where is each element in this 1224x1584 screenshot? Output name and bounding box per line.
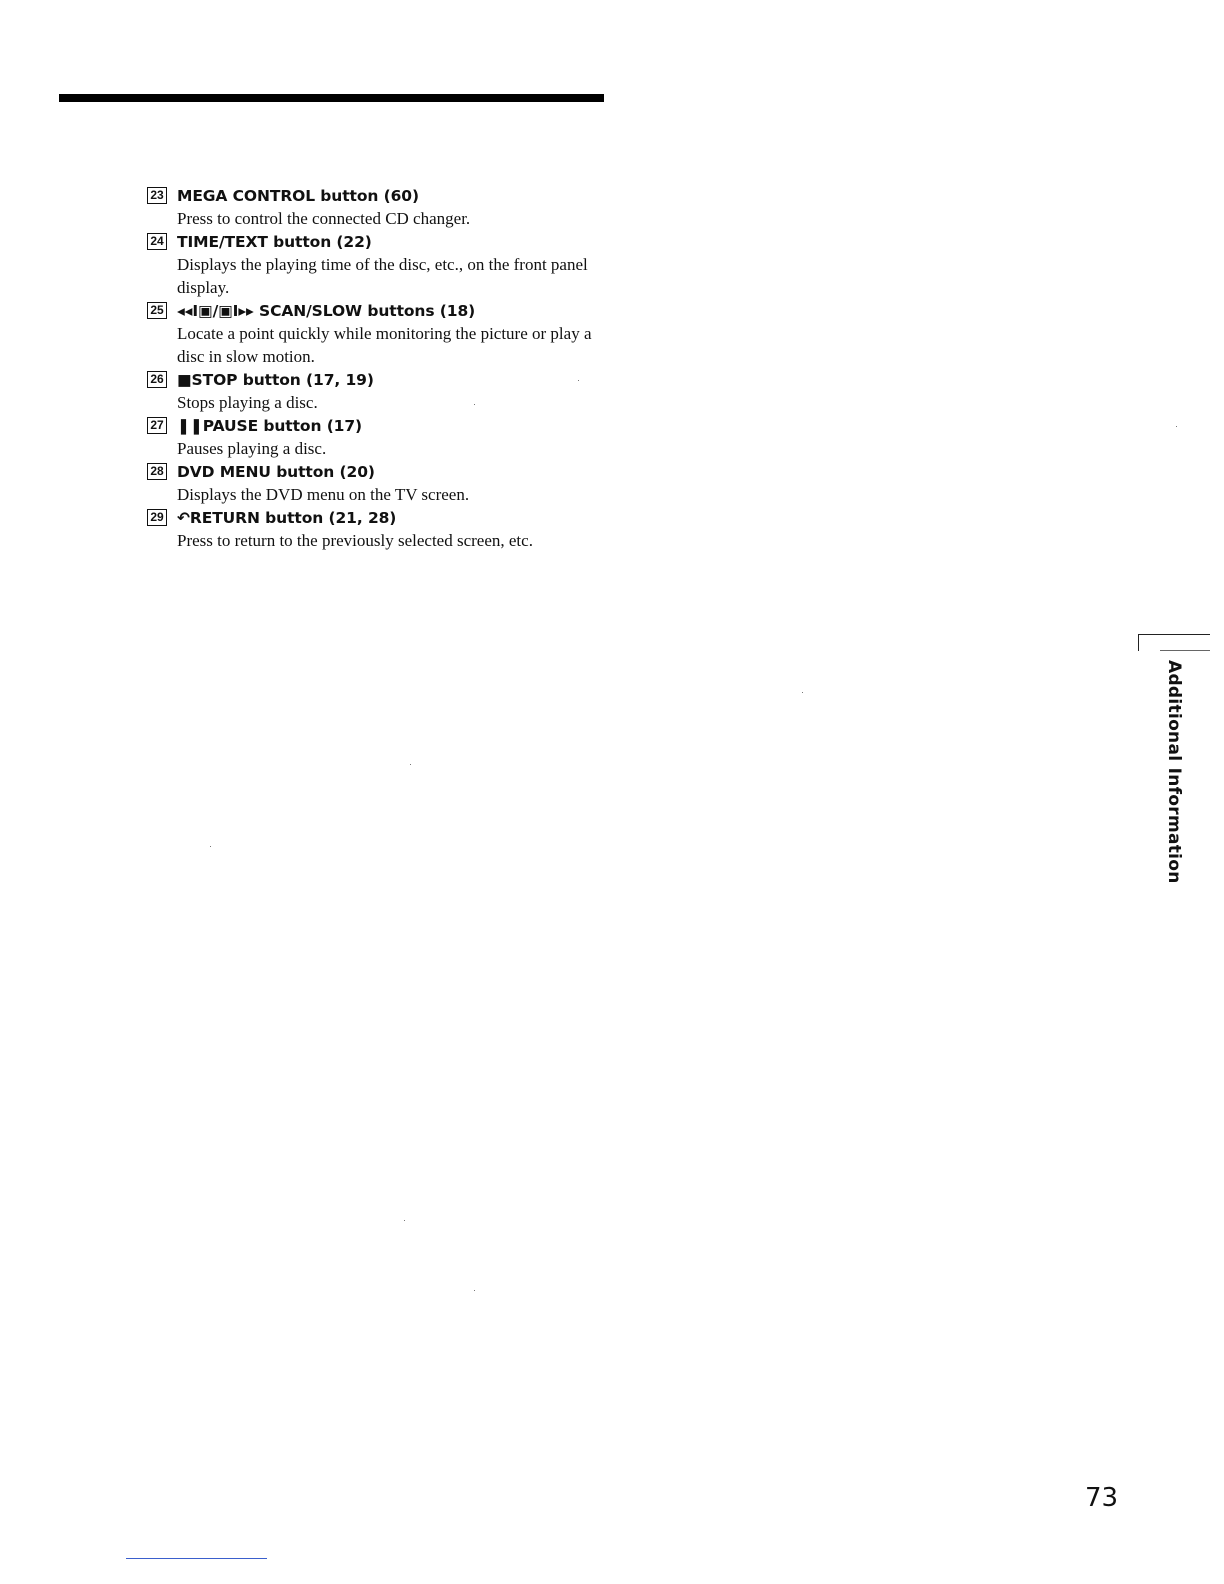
item-title: ❚❚PAUSE button (17) [177,416,363,435]
item-title: DVD MENU button (20) [177,462,375,481]
item-description: Press to return to the previously selected screen, etc. [177,531,533,550]
item-number-badge: 24 [147,233,167,250]
scan-speck [578,380,579,381]
item-title: ■STOP button (17, 19) [177,370,374,389]
item-number-badge: 26 [147,371,167,388]
item-description: Pauses playing a disc. [177,439,327,458]
list-item [147,414,617,460]
list-item [147,460,617,506]
side-tab-bracket [1138,634,1210,651]
item-header [147,414,617,437]
item-number-badge: 25 [147,302,167,319]
list-item [147,299,617,368]
page-number: 73 [1085,1483,1119,1513]
list-item [147,368,617,414]
item-title: ◂◂I▣/▣I▸▸ SCAN/SLOW buttons (18) [177,301,476,320]
item-header [147,184,617,207]
button-description-list [147,184,617,552]
item-title: TIME/TEXT button (22) [177,232,372,251]
scan-speck [1176,426,1177,427]
scan-speck [210,846,211,847]
item-header [147,230,617,253]
section-side-tab: Additional Information [1164,660,1184,884]
scan-speck [404,1220,405,1221]
item-number-badge: 27 [147,417,167,434]
scan-speck [474,1290,475,1291]
scan-speck [474,404,475,405]
list-item [147,230,617,299]
list-item [147,506,617,552]
item-description: Displays the playing time of the disc, etc., on the front panel display. [177,255,588,297]
item-number-badge: 28 [147,463,167,480]
bottom-rule [126,1558,267,1559]
top-rule [59,94,604,102]
item-number-badge: 23 [147,187,167,204]
side-tab-rule [1160,650,1210,651]
item-description: Press to control the connected CD changer. [177,209,471,228]
item-title: ↶RETURN button (21, 28) [177,508,397,527]
item-description: Stops playing a disc. [177,393,318,412]
item-header [147,460,617,483]
item-title: MEGA CONTROL button (60) [177,186,419,205]
item-description: Locate a point quickly while monitoring the picture or play a disc in slow motion. [177,324,592,366]
item-header [147,299,617,322]
item-header [147,506,617,529]
scan-speck [802,692,803,693]
list-item [147,184,617,230]
item-header [147,368,617,391]
item-number-badge: 29 [147,509,167,526]
item-description: Displays the DVD menu on the TV screen. [177,485,470,504]
scan-speck [410,764,411,765]
